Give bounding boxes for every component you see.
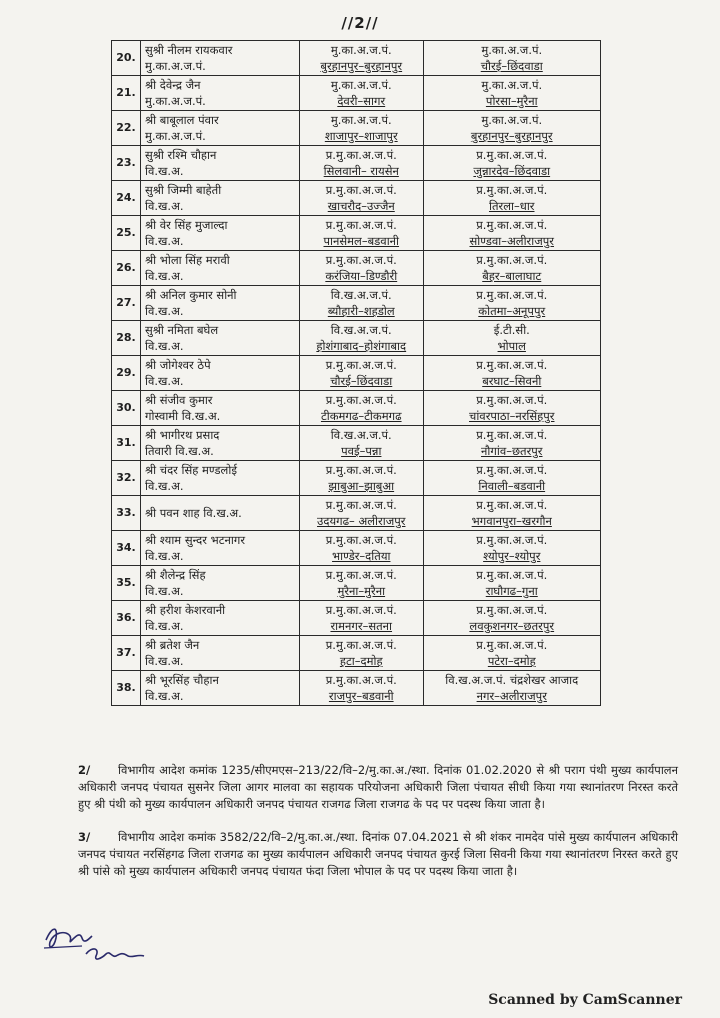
officer-name-line: श्री संजीव कुमार [145,393,213,407]
current-posting-line: मुरैना–मुरैना [337,584,386,598]
officer-name-line: वि.ख.अ. [145,549,184,563]
paragraph-3 [78,829,678,880]
officer-name-line: श्री पवन शाह वि.ख.अ. [145,506,242,520]
new-posting-line: प्र.मु.का.अ.ज.पं. [476,393,548,407]
current-posting-line: प्र.मु.का.अ.ज.पं. [325,253,397,267]
new-posting-line: प्र.मु.का.अ.ज.पं. [476,533,548,547]
new-posting-line: निवाली–बडवानी [478,479,546,493]
officer-name-line: गोस्वामी वि.ख.अ. [145,409,221,423]
officer-name-line: सुश्री रश्मि चौहान [145,148,217,162]
officer-name-line: वि.ख.अ. [145,339,184,353]
new-posting-line: मु.का.अ.ज.पं. [481,113,543,127]
current-posting-cell [300,216,424,251]
serial-number: 23. [112,146,141,181]
current-posting-cell [300,181,424,216]
current-posting-line: प्र.मु.का.अ.ज.पं. [325,498,397,512]
current-posting-line: हटा–दमोह [339,654,383,668]
serial-number: 26. [112,251,141,286]
current-posting-line: प्र.मु.का.अ.ज.पं. [325,148,397,162]
new-posting-cell [423,391,600,426]
table-row [112,41,601,76]
current-posting-line: झाबुआ–झाबुआ [328,479,395,493]
officer-name-cell [141,111,300,146]
current-posting-line: करंजिया–डिण्डौरी [325,269,398,283]
officer-name-line: सुश्री जिम्मी बाहेती [145,183,222,197]
officer-name-cell [141,321,300,356]
current-posting-line: प्र.मु.का.अ.ज.पं. [325,218,397,232]
current-posting-cell [300,356,424,391]
current-posting-line: वि.ख.अ.ज.पं. [330,428,392,442]
new-posting-line: जुन्नारदेव–छिंदवाडा [473,164,551,178]
new-posting-line: मु.का.अ.ज.पं. [481,43,543,57]
table-row [112,321,601,356]
officer-name-line: श्री वेर सिंह मुजाल्दा [145,218,228,232]
serial-number: 24. [112,181,141,216]
current-posting-cell [300,636,424,671]
new-posting-cell [423,216,600,251]
officer-name-line: वि.ख.अ. [145,479,184,493]
officer-name-cell [141,181,300,216]
current-posting-cell [300,76,424,111]
current-posting-line: राजपुर–बडवानी [328,689,394,703]
new-posting-line: प्र.मु.का.अ.ज.पं. [476,288,548,302]
officer-name-line: श्री देवेन्द्र जैन [145,78,201,92]
new-posting-line: तिरला–धार [488,199,535,213]
serial-number: 38. [112,671,141,706]
officer-name-cell [141,461,300,496]
new-posting-line: वि.ख.अ.ज.पं. चंद्रशेखर आजाद [445,673,579,687]
page-number: //2// [341,14,379,32]
officer-name-line: मु.का.अ.ज.पं. [145,94,206,108]
current-posting-cell [300,531,424,566]
current-posting-cell [300,286,424,321]
new-posting-line: नगर–अलीराजपुर [476,689,547,703]
serial-number: 27. [112,286,141,321]
officer-name-cell [141,41,300,76]
new-posting-cell [423,636,600,671]
officer-name-cell [141,391,300,426]
new-posting-line: चौरई–छिंदवाडा [480,59,543,73]
paragraph-text: विभागीय आदेश कमांक 1235/सीएमएस–213/22/वि–2/मु.का.अ./स्था. दिनांक 01.02.2020 से श्री पराग पंथी मुख्य कार्यपालन अधिकारी जनपद पंचायत सुसनेर जिला आगर मालवा का सहायक परियोजना अधिकारी जिला पंचायत सीधी किया गया स्थानांतरण निरस्त करते हुए श्री पंथी को मुख्य कार्यपालन अधिकारी जनपद पंचायत राजगढ जिला राजगढ के पद पर पदस्थ किया जाता है। [78,763,678,811]
new-posting-line: प्र.मु.का.अ.ज.पं. [476,218,548,232]
current-posting-line: पवई–पन्ना [341,444,382,458]
serial-number: 31. [112,426,141,461]
officer-name-cell [141,76,300,111]
officer-name-cell [141,146,300,181]
current-posting-line: प्र.मु.का.अ.ज.पं. [325,568,397,582]
current-posting-line: पानसेमल–बडवानी [323,234,400,248]
table-row [112,356,601,391]
officer-name-line: वि.ख.अ. [145,584,184,598]
handwritten-signature-icon [42,918,162,968]
order-paragraphs [78,762,678,896]
officer-name-line: श्री जोगेश्वर ठेपे [145,358,211,372]
table-row [112,671,601,706]
paragraph-text: विभागीय आदेश कमांक 3582/22/वि–2/मु.का.अ./स्था. दिनांक 07.04.2021 से श्री शंकर नामदेव पांसे मुख्य कार्यपालन अधिकारी जनपद पंचायत नरसिंहगढ जिला राजगढ का मुख्य कार्यपालन अधिकारी जनपद पंचायत कुरई जिला सिवनी किया गया स्थानांतरण निरस्त करते हुए श्री पांसे को मुख्य कार्यपालन अधिकारी जनपद पंचायत फंदा जिला भोपाल के पद पर पदस्थ किया जाता है। [78,830,678,878]
serial-number: 28. [112,321,141,356]
officer-name-line: श्री भागीरथ प्रसाद [145,428,220,442]
serial-number: 33. [112,496,141,531]
current-posting-line: वि.ख.अ.ज.पं. [330,323,392,337]
table-row [112,566,601,601]
serial-number: 21. [112,76,141,111]
current-posting-cell [300,601,424,636]
current-posting-cell [300,496,424,531]
current-posting-cell [300,111,424,146]
serial-number: 36. [112,601,141,636]
current-posting-line: वि.ख.अ.ज.पं. [330,288,392,302]
new-posting-line: सोण्डवा–अलीराजपुर [469,234,555,248]
camscanner-watermark: Scanned by CamScanner [488,992,682,1008]
officer-name-line: सुश्री नमिता बघेल [145,323,219,337]
table-row [112,496,601,531]
new-posting-cell [423,251,600,286]
new-posting-cell [423,671,600,706]
officer-name-cell [141,251,300,286]
new-posting-line: चांवरपाठा–नरसिंहपुर [469,409,555,423]
serial-number: 20. [112,41,141,76]
table-row [112,111,601,146]
officer-name-line: वि.ख.अ. [145,619,184,633]
new-posting-cell [423,321,600,356]
serial-number: 22. [112,111,141,146]
paragraph-2 [78,762,678,813]
current-posting-cell [300,41,424,76]
current-posting-line: मु.का.अ.ज.पं. [330,43,392,57]
current-posting-line: खाचरौद–उज्जैन [327,199,395,213]
new-posting-line: मु.का.अ.ज.पं. [481,78,543,92]
new-posting-line: प्र.मु.का.अ.ज.पं. [476,428,548,442]
new-posting-cell [423,461,600,496]
new-posting-line: राघौगढ–गुना [485,584,538,598]
new-posting-line: प्र.मु.का.अ.ज.पं. [476,498,548,512]
new-posting-cell [423,181,600,216]
new-posting-cell [423,601,600,636]
new-posting-cell [423,111,600,146]
current-posting-cell [300,146,424,181]
current-posting-cell [300,566,424,601]
new-posting-cell [423,531,600,566]
new-posting-cell [423,41,600,76]
current-posting-line: भाण्डेर–दतिया [332,549,391,563]
new-posting-line: प्र.मु.का.अ.ज.पं. [476,183,548,197]
table-row [112,286,601,321]
officer-name-line: तिवारी वि.ख.अ. [145,444,214,458]
new-posting-cell [423,356,600,391]
table-row [112,251,601,286]
officer-name-cell [141,286,300,321]
new-posting-line: प्र.मु.का.अ.ज.पं. [476,463,548,477]
new-posting-line: श्योपुर–श्योपुर [483,549,541,563]
serial-number: 37. [112,636,141,671]
officer-name-line: श्री बाबूलाल पंवार [145,113,219,127]
current-posting-line: प्र.मु.का.अ.ज.पं. [325,533,397,547]
current-posting-line: प्र.मु.का.अ.ज.पं. [325,358,397,372]
current-posting-line: रामनगर–सतना [330,619,393,633]
officer-name-cell [141,601,300,636]
officer-name-line: वि.ख.अ. [145,304,184,318]
officer-name-cell [141,671,300,706]
officer-name-line: वि.ख.अ. [145,654,184,668]
current-posting-cell [300,391,424,426]
new-posting-cell [423,146,600,181]
paragraph-number: 2/ [78,763,91,777]
new-posting-cell [423,496,600,531]
officer-name-line: वि.ख.अ. [145,374,184,388]
table-row [112,601,601,636]
officer-name-line: श्री भोला सिंह मरावी [145,253,230,267]
officer-name-cell [141,566,300,601]
current-posting-line: बुरहानपुर–बुरहानपुर [320,59,403,73]
new-posting-line: प्र.मु.का.अ.ज.पं. [476,253,548,267]
serial-number: 32. [112,461,141,496]
current-posting-cell [300,321,424,356]
current-posting-line: प्र.मु.का.अ.ज.पं. [325,638,397,652]
table-row [112,146,601,181]
current-posting-line: देवरी–सागर [337,94,386,108]
table-row [112,391,601,426]
officer-name-cell [141,496,300,531]
officer-name-line: श्री श्याम सुन्दर भटनागर [145,533,246,547]
current-posting-line: ब्यौहारी–शहडोल [327,304,395,318]
officer-name-cell [141,531,300,566]
officer-name-line: मु.का.अ.ज.पं. [145,59,206,73]
table-row [112,531,601,566]
table-row [112,636,601,671]
current-posting-cell [300,671,424,706]
officer-name-line: श्री चंदर सिंह मण्डलोई [145,463,237,477]
officer-name-line: वि.ख.अ. [145,689,184,703]
new-posting-cell [423,426,600,461]
new-posting-line: भोपाल [497,339,526,353]
new-posting-line: लवकुशनगर–छतरपुर [469,619,555,633]
current-posting-line: मु.का.अ.ज.पं. [330,78,392,92]
table-row [112,181,601,216]
new-posting-line: बुरहानपुर–बुरहानपुर [470,129,553,143]
new-posting-cell [423,76,600,111]
current-posting-line: होशंगाबाद–होशंगाबाद [316,339,407,353]
current-posting-line: प्र.मु.का.अ.ज.पं. [325,673,397,687]
current-posting-line: टीकमगढ–टीकमगढ [320,409,402,423]
new-posting-line: बैहर–बालाघाट [482,269,542,283]
serial-number: 30. [112,391,141,426]
new-posting-line: प्र.मु.का.अ.ज.पं. [476,358,548,372]
new-posting-line: नौगांव–छतरपुर [481,444,543,458]
officer-name-line: सुश्री नीलम रायकवार [145,43,233,57]
table-row [112,426,601,461]
officer-name-cell [141,216,300,251]
new-posting-line: पटेरा–दमोह [487,654,536,668]
current-posting-line: प्र.मु.का.अ.ज.पं. [325,603,397,617]
new-posting-line: प्र.मु.का.अ.ज.पं. [476,568,548,582]
new-posting-line: प्र.मु.का.अ.ज.पं. [476,638,548,652]
officer-name-line: वि.ख.अ. [145,269,184,283]
officer-name-line: श्री अनिल कुमार सोनी [145,288,237,302]
new-posting-line: प्र.मु.का.अ.ज.पं. [476,148,548,162]
table-row [112,76,601,111]
new-posting-line: भगवानपुरा–खरगौन [471,514,552,528]
officer-name-line: श्री ब्रतेश जैन [145,638,200,652]
serial-number: 25. [112,216,141,251]
current-posting-line: सिलवानी– रायसेन [323,164,399,178]
current-posting-line: चौरई–छिंदवाडा [330,374,393,388]
current-posting-line: प्र.मु.का.अ.ज.पं. [325,393,397,407]
current-posting-cell [300,251,424,286]
new-posting-line: ई.टी.सी. [493,323,530,337]
serial-number: 29. [112,356,141,391]
current-posting-line: प्र.मु.का.अ.ज.पं. [325,183,397,197]
current-posting-line: प्र.मु.का.अ.ज.पं. [325,463,397,477]
new-posting-cell [423,566,600,601]
officer-name-line: श्री हरीश केशरवानी [145,603,226,617]
current-posting-line: मु.का.अ.ज.पं. [330,113,392,127]
officer-name-line: वि.ख.अ. [145,164,184,178]
officer-name-line: वि.ख.अ. [145,234,184,248]
new-posting-line: बरघाट–सिवनी [482,374,542,388]
officer-name-cell [141,356,300,391]
new-posting-cell [423,286,600,321]
table-row [112,461,601,496]
current-posting-cell [300,426,424,461]
new-posting-line: पोरसा–मुरैना [485,94,538,108]
paragraph-number: 3/ [78,830,91,844]
officer-name-cell [141,636,300,671]
new-posting-line: प्र.मु.का.अ.ज.पं. [476,603,548,617]
serial-number: 35. [112,566,141,601]
officer-name-line: श्री शैलेन्द्र सिंह [145,568,206,582]
officer-name-line: वि.ख.अ. [145,199,184,213]
transfer-table [111,40,601,706]
current-posting-line: शाजापुर–शाजापुर [324,129,398,143]
new-posting-line: कोतमा–अनूपपुर [478,304,546,318]
current-posting-line: उदयगढ– अलीराजपुर [317,514,406,528]
serial-number: 34. [112,531,141,566]
officer-name-line: मु.का.अ.ज.पं. [145,129,206,143]
table-row [112,216,601,251]
officer-name-cell [141,426,300,461]
current-posting-cell [300,461,424,496]
officer-name-line: श्री भूरसिंह चौहान [145,673,219,687]
